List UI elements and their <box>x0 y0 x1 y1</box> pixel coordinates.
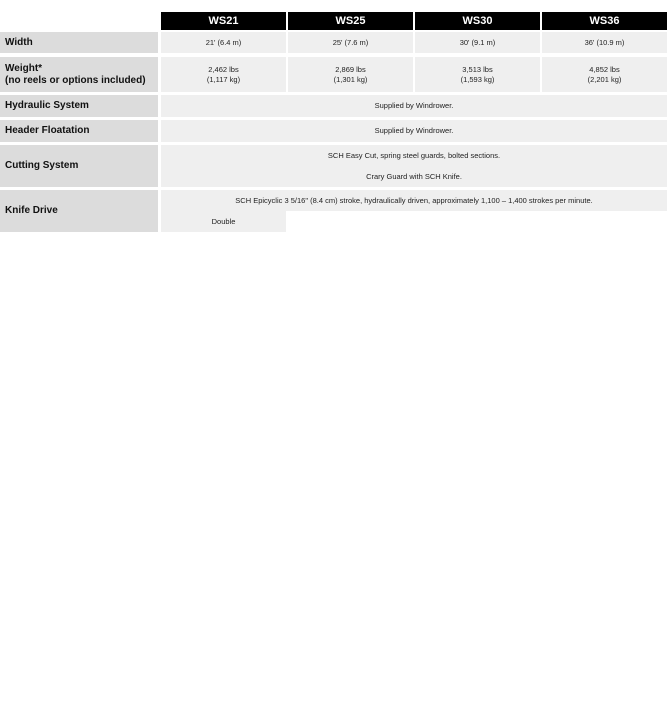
spec-cell: 36' (10.9 m) <box>542 32 667 53</box>
spec-cell: 2,869 lbs (1,301 kg) <box>288 57 413 92</box>
column-header-ws30: WS30 <box>415 12 540 30</box>
row-label-header-floatation: Header Floatation <box>0 120 158 142</box>
row-label-width: Width <box>0 32 158 53</box>
row-label-knife-drive: Knife Drive <box>0 190 158 232</box>
row-label-hydraulic-system: Hydraulic System <box>0 95 158 117</box>
spec-cell: Crary Guard with SCH Knife. <box>161 166 667 187</box>
spec-cell: 2,462 lbs (1,117 kg) <box>161 57 286 92</box>
spec-cell: Supplied by Windrower. <box>161 120 667 142</box>
spec-cell: 21' (6.4 m) <box>161 32 286 53</box>
column-header-ws21: WS21 <box>161 12 286 30</box>
spec-cell: 30' (9.1 m) <box>415 32 540 53</box>
row-label-weight: Weight* (no reels or options included) <box>0 57 158 92</box>
spec-cell: 4,852 lbs (2,201 kg) <box>542 57 667 92</box>
column-header-ws36: WS36 <box>542 12 667 30</box>
spec-cell: Supplied by Windrower. <box>161 95 667 117</box>
column-header-ws25: WS25 <box>288 12 413 30</box>
spec-cell: Double <box>161 211 286 232</box>
row-label-cutting-system: Cutting System <box>0 145 158 187</box>
spec-cell: SCH Easy Cut, spring steel guards, bolted sections. <box>161 145 667 166</box>
spec-cell: 3,513 lbs (1,593 kg) <box>415 57 540 92</box>
spec-cell: 25' (7.6 m) <box>288 32 413 53</box>
spec-cell: SCH Epicyclic 3 5/16" (8.4 cm) stroke, hydraulically driven, approximately 1,100 – 1,400 strokes per minute. <box>161 190 667 211</box>
